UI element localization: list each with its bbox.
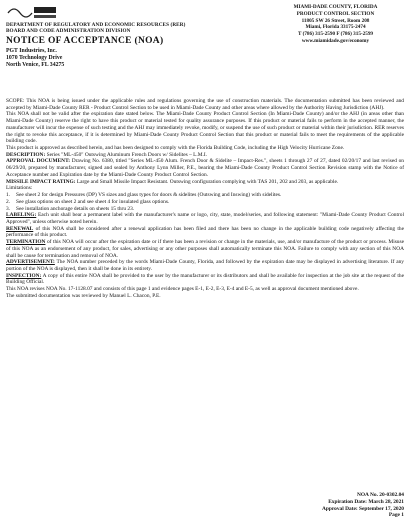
section-text: Series "ML-450" Outswing Aluminum French Doors w/ Sidelites – L.M.I. (46, 151, 208, 158)
list-text: See sheet 2 for design Pressures (DP) VS sizes and glass types for doors & sidelites (Outswing and Inswing) with sidelites. (16, 192, 282, 199)
limitations-list (6, 192, 404, 212)
section-label: TERMINATION (6, 239, 46, 246)
page-number: Page 1 (388, 512, 404, 519)
section-label: MISSILE IMPACT RATING: (6, 178, 76, 185)
revises-paragraph: This NOA revises NOA No. 17-1128.07 and consists of this page 1 and evidence pages E-1, E-2, E-3, E-4 and E-5, as well as approval document mentioned above. (6, 286, 359, 293)
miami-dade-county-logo (6, 4, 58, 22)
section-text: Drawing No. 6380, titled "Series ML-450 Alum. French Door & Sidelite – Impact-Res.", sheets 1 through 27 of 27, dated 02/20/17 and last revised on 06/29/20, prepared by manufacturer, signed and sealed by Anthony Lynn Miller, P.E., bearing the Miami-Dade County Product Control Section Revision stamp with the Notice of Acceptance number and Expiration date by the Miami-Dade County Product Control Section. (6, 158, 404, 178)
address-line: North Venice, FL 34275 (6, 61, 65, 68)
address-line: 1070 Technology Drive (6, 54, 63, 61)
header-line: T (786) 315-2590 F (786) 315-2599 (297, 31, 374, 38)
section-text: of this NOA will occur after the expiration date or if there has been a revision or change in the materials, use, and/or manufacture of the product or process. Misuse of this NOA as an endorsement of any product, for sales, advertising or any other purposes shall automatically terminate this NOA. Failure to comply with any section of this NOA shall be cause for termination and removal of NOA. (6, 239, 404, 259)
list-text: See installation anchorage details on sheets 15 thru 23. (16, 205, 135, 212)
header-line: DEPARTMENT OF REGULATORY AND ECONOMIC RESOURCES (RER) (6, 22, 186, 28)
expiration-paragraph: This NOA shall not be valid after the expiration date stated below. The Miami-Dade County Product Control Section (In Miami-Dade County) and/or the AHJ (in areas other than Miami-Dade County) reserve the right to have this product or material tested for quality assurance purposes. If this product or material fails to perform in the accepted manner, the manufacturer will incur the expense of such testing and the AHJ may immediately revoke, modify, or suspend the use of such product or material within their jurisdiction. RER reserves the right to revoke this acceptance, if it is determined by Miami-Dade County Product Control Section that this product or material fails to meet the requirements of the applicable building code. (6, 111, 404, 145)
header-line: BOARD AND CODE ADMINISTRATION DIVISION (6, 28, 131, 35)
recipient-address (6, 48, 64, 69)
section-contact-header (268, 4, 403, 45)
approval-section (6, 158, 404, 178)
noa-number: NOA No. 20-0302.04 (356, 492, 404, 498)
list-item (6, 192, 404, 199)
address-line: PGT Industries, Inc. (6, 48, 57, 54)
header-link[interactable]: www.miamidade.gov/economy (301, 37, 370, 44)
list-number: 3. (6, 205, 11, 212)
scope-paragraph: SCOPE: This NOA is being issued under the applicable rules and regulations governing the use of construction materials. The documentation submitted has been reviewed and accepted by Miami-Dade County RER - Product Control Section to be used in Miami-Dade County and other areas where allowed by the Authority Having Jurisdiction (AHJ). (6, 98, 404, 111)
approval-date: Approval Date: September 17, 2020 (321, 505, 404, 512)
list-number: 2. (6, 198, 11, 205)
section-label: DESCRIPTION: (6, 151, 46, 158)
noa-footer (278, 492, 404, 519)
section-text: A copy of this entire NOA shall be provided to the user by the manufacturer or its distributors and shall be available for inspection at the job site at the request of the Building Official. (6, 272, 404, 286)
advertisement-section (6, 259, 404, 272)
section-text: of this NOA shall be considered after a renewal application has been filed and there has been no change in the applicable building code negatively affecting the performance of this product. (6, 225, 404, 239)
renewal-section (6, 226, 404, 239)
section-text: Large and Small Missile Impact Resistant. Outswing configuration complying with TAS 201, 202 and 203, as applicable. (76, 178, 339, 185)
header-line: 11805 SW 26 Street, Room 208 (301, 17, 370, 24)
inspection-section (6, 273, 404, 286)
section-label: INSPECTION: (6, 272, 42, 279)
termination-section (6, 239, 404, 259)
limitations-label: Limitations: (6, 185, 33, 192)
section-text: The NOA number preceded by the words Miami-Dade County, Florida, and followed by the expiration date may be displayed in advertising literature. If any portion of the NOA is displayed, then it shall be done in its entirety. (6, 259, 404, 272)
expiration-date: Expiration Date: March 28, 2021 (328, 498, 404, 505)
list-text: See glass options on sheet 2 and see sheet 4 for insulated glass options. (16, 198, 170, 205)
section-label: ADVERTISEMENT: (6, 259, 55, 266)
section-text: Each unit shall bear a permanent label with the manufacturer's name or logo, city, state, model/series, and following statement: "Miami-Dade County Product Control Approved", unless otherwise noted herein. (6, 212, 404, 225)
department-header (6, 22, 216, 35)
document-body (6, 98, 404, 300)
labeling-section (6, 212, 404, 225)
header-line: PRODUCT CONTROL SECTION (296, 10, 375, 17)
reviewer-paragraph: The submitted documentation was reviewed by Manuel L. Chacon, P.E. (6, 292, 161, 299)
list-item (6, 199, 404, 206)
header-line: Miami, Florida 33175-2474 (305, 24, 366, 31)
missile-impact-section (6, 179, 404, 186)
document-title: NOTICE OF ACCEPTANCE (NOA) (6, 36, 164, 46)
list-number: 1. (6, 192, 11, 199)
header-line: MIAMI-DADE COUNTY, FLORIDA (293, 4, 378, 10)
section-label: RENEWAL (6, 225, 34, 232)
code-compliance-paragraph: This product is approved as described herein, and has been designed to comply with the Florida Building Code, including the High Velocity Hurricane Zone. (6, 145, 345, 152)
section-label: APPROVAL DOCUMENT: (6, 158, 71, 165)
section-label: LABELING: (6, 212, 37, 219)
